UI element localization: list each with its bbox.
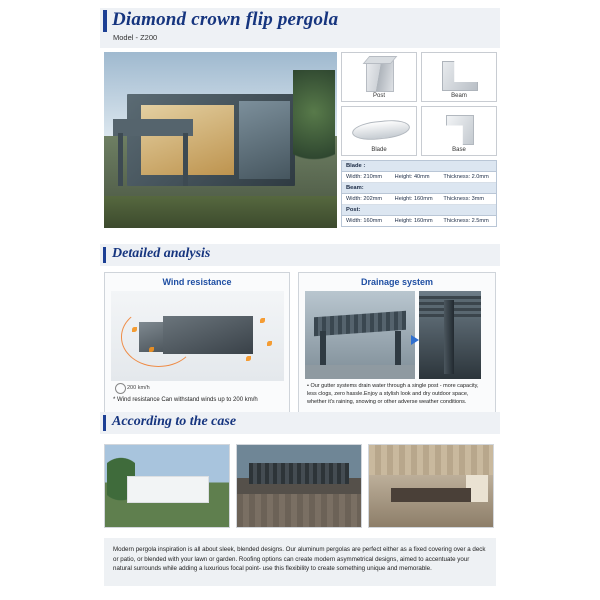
drainage-detail-post xyxy=(444,300,454,374)
case-pergola-white xyxy=(127,476,208,503)
play-arrow-icon[interactable] xyxy=(411,335,419,345)
spec-table xyxy=(341,160,497,227)
part-label-base: Base xyxy=(452,147,466,153)
hero-pergola-post-right xyxy=(183,133,188,186)
spec-post-thickness: Thickness: 2.5mm xyxy=(443,218,489,224)
spec-row-post xyxy=(342,216,496,226)
section-title-cases: According to the case xyxy=(112,414,237,429)
wind-illustration xyxy=(111,291,284,381)
speed-gauge-icon xyxy=(115,383,126,394)
leaf-icon xyxy=(260,318,265,323)
section-accent-bar-cases xyxy=(103,415,106,431)
drainage-note: • Our gutter systems drain water through a single post - more capacity, less clogs, zero hassle.Enjoy a stylish look and dry outdoor space, whether it's raining, snowing or other adverse weather conditions. xyxy=(307,383,479,405)
base-icon xyxy=(446,115,474,145)
spec-group-beam: Beam: xyxy=(342,183,496,194)
part-label-beam: Beam xyxy=(451,93,467,99)
hero-window-dark xyxy=(239,101,290,178)
hero-pergola-post-left xyxy=(118,133,123,186)
spec-post-width: Width: 160mm xyxy=(346,218,383,224)
leaf-icon xyxy=(267,341,272,346)
spec-blade-width: Width: 210mm xyxy=(346,174,383,180)
case-image-garden xyxy=(104,444,230,528)
part-cell-post xyxy=(341,52,417,102)
hero-lawn xyxy=(104,196,337,228)
section-accent-bar-analysis xyxy=(103,247,106,263)
spec-blade-height: Height: 40mm xyxy=(394,174,430,180)
bottom-description: Modern pergola inspiration is all about sleek, blended designs. Our aluminum pergolas are perfect either as a fixed covering over a deck or patio, or blended with your lawn or garden. Roofing options can create modern asymmetrical designs, aimed to accentuate your natural surrounds while adding a luxurious focal point- use this flexibility to create something unique and memorable. xyxy=(104,538,496,586)
section-header-analysis xyxy=(100,244,500,266)
spec-beam-height: Height: 160mm xyxy=(394,196,433,202)
panel-title-drainage: Drainage system xyxy=(360,277,434,287)
spec-beam-thickness: Thickness: 3mm xyxy=(443,196,485,202)
panel-drainage-system xyxy=(298,272,496,416)
leaf-icon xyxy=(132,327,137,332)
part-cell-beam xyxy=(421,52,497,102)
spec-group-post: Post: xyxy=(342,205,496,216)
hero-tree xyxy=(293,70,335,176)
part-label-post: Post xyxy=(372,93,385,99)
section-header-cases xyxy=(100,412,500,434)
case-ceiling-slats xyxy=(369,445,493,475)
post-icon xyxy=(366,60,394,92)
leaf-icon xyxy=(149,347,154,352)
part-cell-base xyxy=(421,106,497,156)
hero-pergola-roof xyxy=(113,119,192,137)
wind-speed-badge: 200 km/h xyxy=(127,385,150,391)
header-accent-bar xyxy=(103,10,107,32)
drainage-roof-slats xyxy=(314,311,406,337)
spec-group-blade: Blade : xyxy=(342,161,496,172)
drainage-illustration-detail xyxy=(419,291,481,379)
spec-post-height: Height: 160mm xyxy=(394,218,433,224)
panel-wind-resistance xyxy=(104,272,290,416)
case-image-interior xyxy=(368,444,494,528)
case-decking xyxy=(237,494,361,527)
panel-title-wind: Wind resistance xyxy=(162,277,232,287)
part-label-blade: Blade xyxy=(371,147,387,153)
drainage-post-right xyxy=(395,331,401,366)
spec-row-blade xyxy=(342,172,496,183)
section-title-analysis: Detailed analysis xyxy=(112,246,211,261)
page-title: Diamond crown flip pergola xyxy=(112,9,339,30)
hero-image xyxy=(104,52,337,228)
wind-note: * Wind resistance Can withstand winds up to 200 km/h xyxy=(113,397,258,403)
parts-grid xyxy=(341,52,497,156)
spec-row-beam xyxy=(342,194,496,205)
model-label: Model - Z200 xyxy=(113,33,158,42)
part-cell-blade xyxy=(341,106,417,156)
case-table xyxy=(391,488,470,503)
beam-icon xyxy=(442,61,478,91)
leaf-icon xyxy=(246,356,251,361)
spec-beam-width: Width: 202mm xyxy=(346,196,383,202)
drainage-floor xyxy=(305,365,415,379)
case-pergola-dark xyxy=(249,463,348,484)
case-image-deck xyxy=(236,444,362,528)
wind-flow-arc xyxy=(121,307,196,367)
drainage-illustration-wide xyxy=(305,291,415,379)
drainage-post-left xyxy=(320,331,326,366)
spec-blade-thickness: Thickness: 2.0mm xyxy=(443,174,489,180)
blade-icon xyxy=(351,118,411,142)
